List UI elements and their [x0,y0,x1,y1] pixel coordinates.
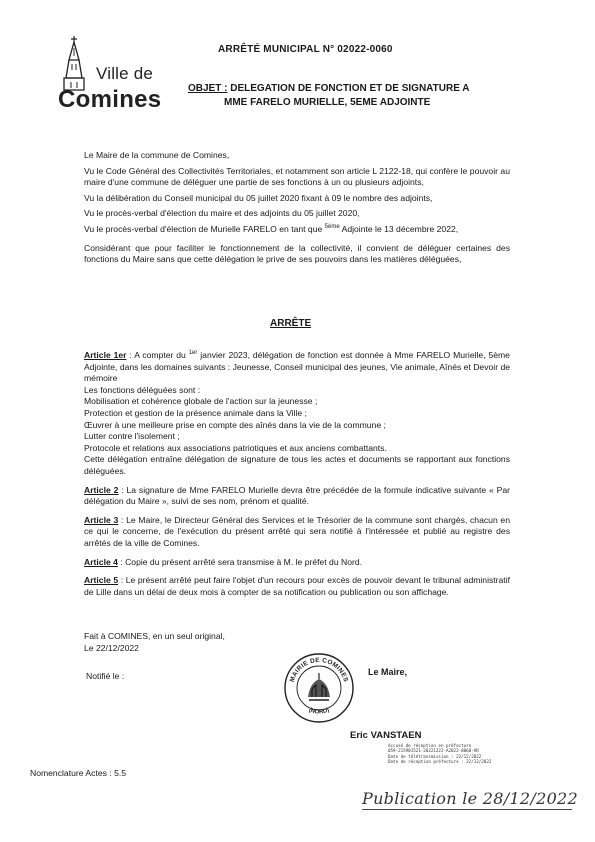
article-4-sep: : [117,556,126,567]
logo-ville-text: Ville de [96,64,154,83]
vu-pv-adjointe [84,224,510,236]
fonction-item: Protection et gestion de la présence animale dans la Ville ; [84,407,307,418]
objet-label: OBJET : [188,83,228,94]
publication-underline [362,809,572,810]
fait-a: Fait à COMINES, en un seul original, [84,631,225,641]
considerant: Considérant que pour faciliter le fonctionnement de la collectivité, il convient de déléguer certaines des fonctions du Maire sans que cette délégation le prive de ses pouvoirs dans les matières déléguées, [84,242,510,265]
delegation-signature: Cette délégation entraîne délégation de signature de tous les actes et documents se rapportant aux fonctions déléguées. [84,454,510,476]
preamble-intro: Le Maire de la commune de Comines, [84,150,230,160]
article-5 [84,575,510,598]
article-2-label: Article 2 [84,484,119,495]
stamp-line: Date de télétransmission : 22/12/2022 [388,753,482,759]
fonction-item: Protocole et relations aux associations patriotiques et aux anciens combattants. [84,442,387,453]
fonction-item: Œuvrer à une meilleure prise en compte des aînés dans la vie de la commune ; [84,419,386,430]
article-4-text: Copie du présent arrêté sera transmise à M. le préfet du Nord. [125,556,363,567]
publication-handwritten: Publication le 28/12/2022 [362,789,579,808]
article-1-text-b: janvier 2023, délégation de fonction est donnée à Mme FARELO Murielle, 5ème Adjointe, dans les domaines suivants : Jeunesse, Conseil municipal des jeunes, Vie animale, Aînés et Devoir de mémoire [84,350,510,384]
seal-bottom-text: (NORD) [307,707,331,716]
article-1-sep: : [126,350,135,360]
stamp-line: Date de réception préfecture : 22/12/2022 [388,759,492,765]
vu-deliberation: Vu la délibération du Conseil municipal du 05 juillet 2020 fixant à 09 le nombre des adjoints, [84,192,433,203]
maire-label: Le Maire, [368,667,408,677]
mairie-seal-icon [282,651,356,725]
nomenclature: Nomenclature Actes : 5.5 [30,768,127,778]
arrete-number: ARRÊTÉ MUNICIPAL N° 02022-0060 [218,44,393,55]
church-tower-icon [60,34,96,92]
article-5-label: Article 5 [84,575,119,586]
article-1-text-a: A compter du [134,350,189,360]
stamp-line: 059-215901521-20221222-A2022-0060-AR [388,748,479,754]
closing-date: Le 22/12/2022 [84,643,139,653]
article-5-text: Le présent arrêté peut faire l'objet d'un recours pour excès de pouvoir devant le tribunal administratif de Lille dans un délai de deux mois à compter de sa notification ou publication ou son affichage. [84,575,510,597]
signer-name: Eric VANSTAEN [350,730,422,741]
vu-cgct: Vu le Code Général des Collectivités Territoriales, et notamment son article L 2122-18, qui confère le pouvoir au maire d'une commune de déléguer une partie de ses fonctions à un ou plusieurs adjoints, [84,165,510,188]
stamp-line: Accusé de réception en préfecture [388,743,472,748]
article-1-label: Article 1er [84,350,127,360]
article-2 [84,485,510,508]
article-2-sep: : [118,484,127,495]
svg-text:(NORD) [308,707,331,715]
vu4-text-a: Vu le procès-verbal d'élection de Murielle FARELO en tant que [84,223,325,234]
article-5-sep: : [118,575,126,586]
vu-pv-maire: Vu le procès-verbal d'élection du maire et des adjoints du 05 juillet 2020, [84,208,360,219]
article-4-label: Article 4 [84,556,118,567]
objet-block [188,82,518,110]
notifie-le: Notifié le : [86,671,125,681]
arrete-title: ARRÊTE [270,318,312,329]
fonctions-intro: Les fonctions déléguées sont : [84,384,201,395]
objet-line2: MME FARELO MURIELLE, 5EME ADJOINTE [224,97,431,108]
seal-top-text: MAIRIE DE COMINES [288,656,350,683]
logo-comines-text: Comines [58,86,162,113]
article-3-label: Article 3 [84,514,119,525]
article-2-text: La signature de Mme FARELO Murielle devra être précédée de la formule indicative suivante « Par délégation du Maire », suivi de ses nom, prénom et qualité. [84,484,510,507]
article-1 [84,350,510,385]
article-4 [84,557,510,569]
articles [84,350,510,598]
article-3 [84,515,510,550]
article-3-sep: : [118,514,127,525]
closing [84,630,225,654]
fonction-item: Mobilisation et cohérence globale de l'action sur la jeunesse ; [84,396,318,407]
article-3-text: Le Maire, le Directeur Général des Services et le Trésorier de la commune sont chargés, chacun en ce qui le concerne, de l'exécution du présent arrêté qui sera notifié à l'intéressée et publié au registre des arrêtés de la ville de Comines. [84,514,510,548]
vu4-text-b: Adjointe le 13 décembre 2022, [339,223,459,234]
comines-logo [52,34,164,114]
fonction-item: Lutter contre l'isolement ; [84,431,180,442]
prefecture-stamp [388,743,512,765]
vu4-sup: 5ème [324,224,340,231]
objet-line1: DELEGATION DE FONCTION ET DE SIGNATURE A [227,83,470,94]
article-1-sup: 1er [188,350,198,357]
preamble [84,150,510,266]
